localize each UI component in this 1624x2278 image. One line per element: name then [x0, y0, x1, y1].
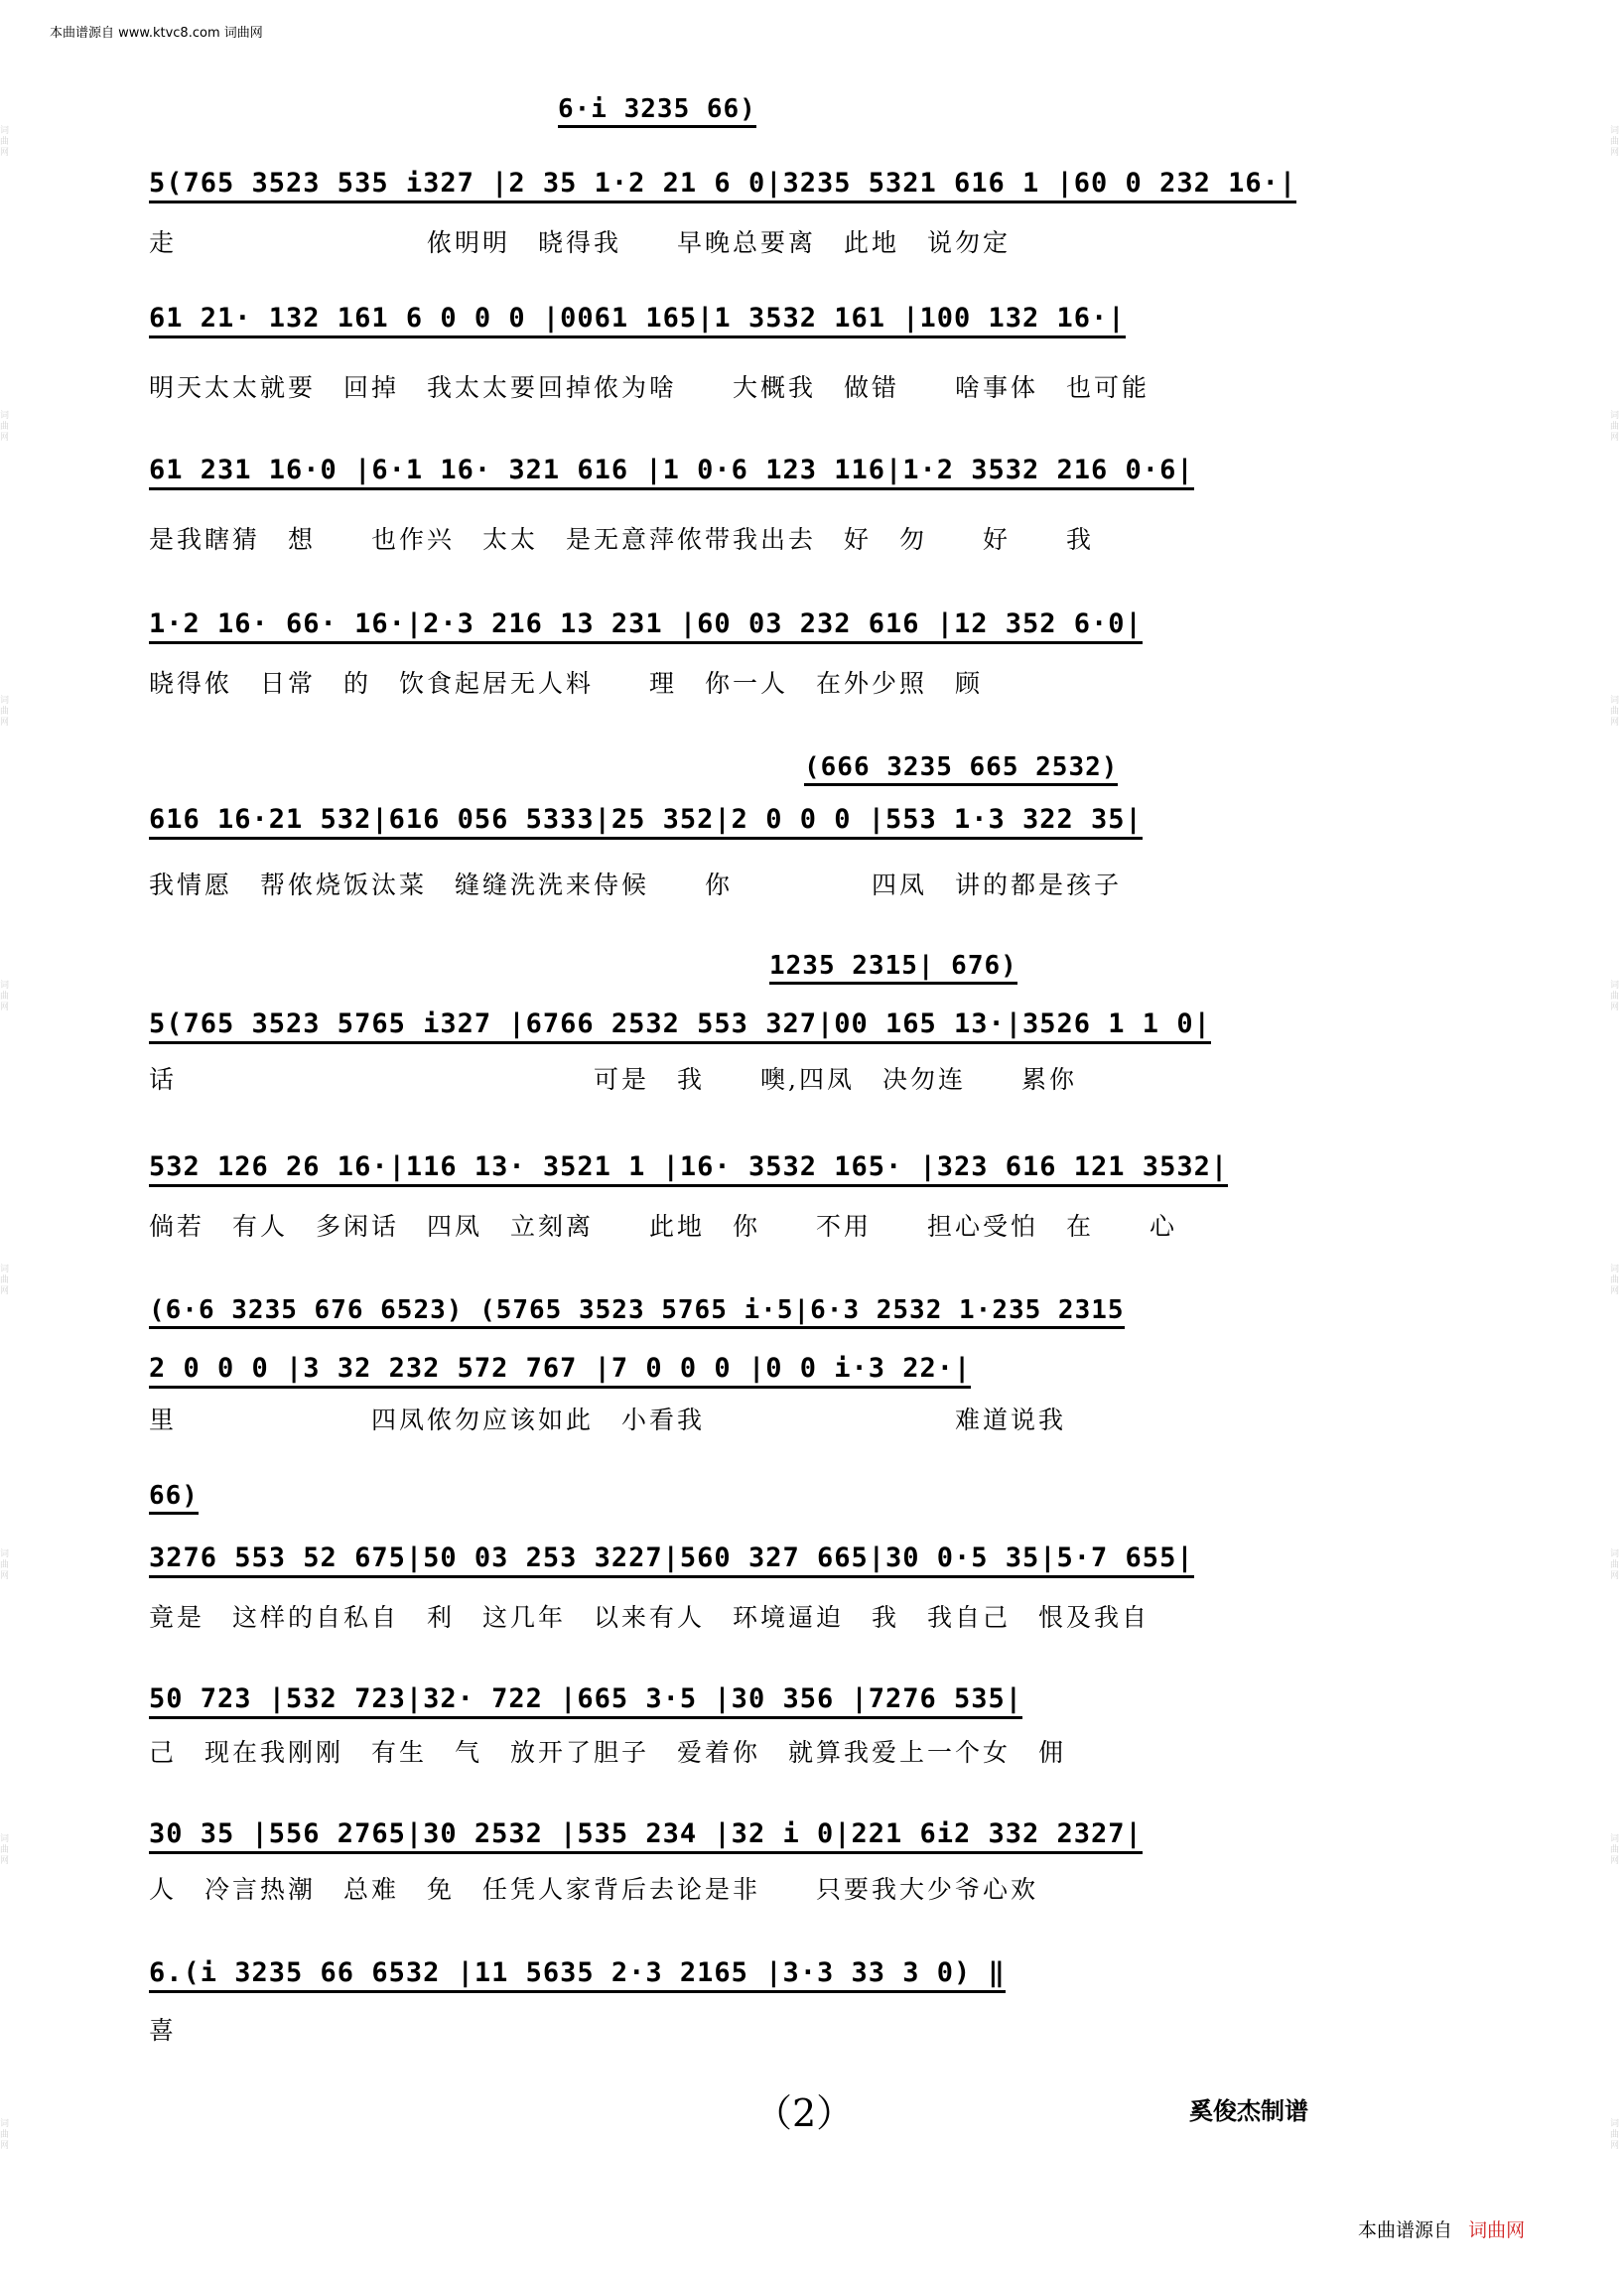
jianpu-notes: 2 0 0 0 |3 32 232 572 767 |7 0 0 0 |0 0 i·3 22·|: [149, 1353, 971, 1389]
jianpu-notes: 616 16·21 532|616 056 5333|25 352|2 0 0 0 |553 1·3 322 35|: [149, 804, 1143, 840]
lyric-line: 明天太太就要 回掉 我太太要回掉侬为啥 大概我 做错 啥事体 也可能: [149, 373, 1150, 402]
jianpu-notes: 1·2 16· 66· 16·|2·3 216 13 231 |60 03 232 616 |12 352 6·0|: [149, 608, 1143, 644]
interlude-line: 66): [149, 1481, 199, 1515]
interlude-line: 6·i 3235 66): [558, 94, 756, 128]
lyric-line: 是我瞎猜 想 也作兴 太太 是无意萍侬带我出去 好 勿 好 我: [149, 525, 1095, 554]
watermark-text: 词曲网: [0, 410, 10, 443]
watermark-text: 词曲网: [1610, 2119, 1620, 2152]
watermark-text: 词曲网: [1610, 125, 1620, 158]
jianpu-notes: 532 126 26 16·|116 13· 3521 1 |16· 3532 165· |323 616 121 3532|: [149, 1151, 1228, 1187]
lyric-line: 走 侬明明 晓得我 早晚总要离 此地 说勿定: [149, 228, 1012, 257]
footer-source-site-link[interactable]: 词曲网: [1468, 2219, 1526, 2241]
watermark-text: 词曲网: [0, 2119, 10, 2152]
watermark-text: 词曲网: [1610, 410, 1620, 443]
jianpu-notes: 3276 553 52 675|50 03 253 3227|560 327 665|30 0·5 35|5·7 655|: [149, 1542, 1194, 1578]
lyric-line: 话 可是 我 噢,四凤 决勿连 累你: [149, 1065, 1077, 1094]
watermark-text: 词曲网: [0, 1265, 10, 1297]
page-number: （2）: [754, 2091, 855, 2135]
jianpu-notes: 61 231 16·0 |6·1 16· 321 616 |1 0·6 123 116|1·2 3532 216 0·6|: [149, 455, 1194, 490]
watermark-text: 词曲网: [1610, 1834, 1620, 1867]
footer-source-prefix: 本曲谱源自: [1358, 2219, 1453, 2241]
lyric-line: 竟是 这样的自私自 利 这几年 以来有人 环境逼迫 我 我自己 恨及我自: [149, 1603, 1150, 1632]
header-source-text: 本曲谱源自 www.ktvc8.com 词曲网: [50, 26, 263, 41]
lyric-line: 己 现在我刚刚 有生 气 放开了胆子 爱着你 就算我爱上一个女 佣: [149, 1738, 1067, 1767]
right-watermark-strip: [1610, 0, 1624, 2278]
interlude-line: (666 3235 665 2532): [804, 752, 1118, 786]
lyric-line: 人 冷言热潮 总难 免 任凭人家背后去论是非 只要我大少爷心欢: [149, 1875, 1039, 1904]
lyric-line: 倘若 有人 多闲话 四凤 立刻离 此地 你 不用 担心受怕 在 心: [149, 1212, 1178, 1241]
watermark-text: 词曲网: [0, 1834, 10, 1867]
watermark-text: 词曲网: [0, 695, 10, 728]
watermark-text: 词曲网: [1610, 1549, 1620, 1582]
watermark-text: 词曲网: [0, 1549, 10, 1582]
jianpu-notes: 30 35 |556 2765|30 2532 |535 234 |32 i 0|221 6i2 332 2327|: [149, 1818, 1143, 1854]
interlude-line: (6·6 3235 676 6523) (5765 3523 5765 i·5|6·3 2532 1·235 2315: [149, 1295, 1125, 1329]
watermark-text: 词曲网: [1610, 1265, 1620, 1297]
watermark-text: 词曲网: [1610, 695, 1620, 728]
jianpu-notes: 6.(i 3235 66 6532 |11 5635 2·3 2165 |3·3 33 3 0) ‖: [149, 1957, 1006, 1993]
lyric-line: 里 四凤侬勿应该如此 小看我 难道说我: [149, 1406, 1067, 1434]
lyric-line: 我情愿 帮侬烧饭汰菜 缝缝洗洗来侍候 你 四凤 讲的都是孩子: [149, 871, 1123, 899]
lyric-line: 晓得侬 日常 的 饮食起居无人料 理 你一人 在外少照 顾: [149, 669, 984, 698]
jianpu-notes: 61 21· 132 161 6 0 0 0 |0061 165|1 3532 161 |100 132 16·|: [149, 303, 1126, 338]
jianpu-notes: 50 723 |532 723|32· 722 |665 3·5 |30 356 |7276 535|: [149, 1683, 1022, 1719]
engraver-credit: 奚俊杰制谱: [1189, 2096, 1308, 2125]
watermark-text: 词曲网: [0, 980, 10, 1012]
watermark-text: 词曲网: [1610, 980, 1620, 1012]
jianpu-notes: 5(765 3523 535 i327 |2 35 1·2 21 6 0|3235 5321 616 1 |60 0 232 16·|: [149, 168, 1296, 203]
left-watermark-strip: [0, 0, 14, 2278]
lyric-line: 喜: [149, 2016, 178, 2045]
jianpu-notes: 5(765 3523 5765 i327 |6766 2532 553 327|00 165 13·|3526 1 1 0|: [149, 1008, 1211, 1044]
watermark-text: 词曲网: [0, 125, 10, 158]
footer-source: [1358, 2215, 1525, 2242]
interlude-line: 1235 2315| 676): [769, 951, 1017, 985]
